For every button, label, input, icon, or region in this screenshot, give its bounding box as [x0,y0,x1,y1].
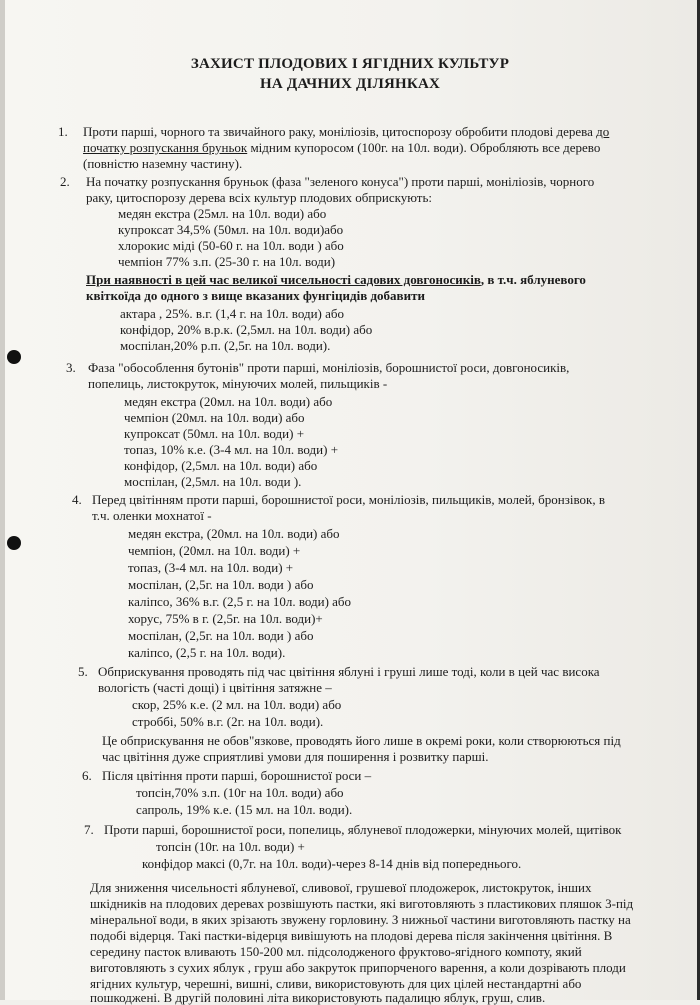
section-7-product-1: топсін (10г. на 10л. води) + [156,839,305,854]
punch-hole-bottom [7,536,21,550]
section-4-number: 4. [72,492,82,507]
paragraph-line-3: мінеральної води, в яких зрізають звужену горловину. З нижньої частини виготовляють пастку на [90,912,631,927]
paragraph-line-5: середину пасток вливають 150-200 мл. підсолодженого фруктово-ягідного компоту, який [90,944,582,959]
paragraph-line-7: ягідних культур, черешні, вишні, сливи, використовують для цих цілей нестандартні або [90,976,582,991]
section-3-product-2: чемпіон (20мл. на 10л. води) або [124,410,305,425]
section-1-line-1: Проти парші, чорного та звичайного раку, моніліозів, цитоспорозу обробити плодові дерева до [83,124,610,139]
section-5-line-1: Обприскування проводять під час цвітіння яблуні і груші лише тоді, коли в цей час висока [98,664,600,679]
section-4-product-7: моспілан, (2,5г. на 10л. води ) або [128,628,314,643]
section-5-note-1: Це обприскування не обов"язкове, проводять його лише в окремі роки, коли створюються під [102,733,621,748]
section-3-line-1: Фаза "обособлення бутонів" проти парші, моніліозів, борошнистої роси, довгоносиків, [88,360,570,375]
section-7-line-1: Проти парші, борошнистої роси, попелиць, яблуневої плодожерки, мінуючих молей, щитівок [104,822,622,837]
paragraph-line-1: Для зниження чисельності яблуневої, сливової, грушевої плодожерок, листокруток, інших [90,880,592,895]
section-4-line-1: Перед цвітінням проти парші, борошнистої роси, моніліозів, пильщиків, молей, бронзівок, в [92,492,605,507]
section-2-line-3: При наявності в цей час великої чисельності садових довгоносиків, в т.ч. яблуневого [86,272,586,287]
section-1-line-3: (повністю наземну частину). [83,156,243,171]
section-3-product-5: конфідор, (2,5мл. на 10л. води) або [124,458,318,473]
punch-hole-top [7,350,21,364]
section-2-number: 2. [60,174,70,189]
section-2-line-1: На початку розпускання бруньок (фаза "зеленого конуса") проти парші, моніліозів, чорного [86,174,595,189]
page-left-edge [0,0,5,1000]
section-5-number: 5. [78,664,88,679]
section-4-line-2: т.ч. оленки мохнатої - [92,508,212,523]
section-3-product-4: топаз, 10% к.е. (3-4 мл. на 10л. води) + [124,442,339,457]
section-5-line-2: вологість (часті дощі) і цвітіння затяжне – [98,680,332,695]
section-7-product-2: конфідор максі (0,7г. на 10л. води)-через 8-14 днів від попереднього. [142,856,522,871]
section-3-line-2: попелиць, листокруток, мінуючих молей, пильщиків - [88,376,388,391]
section-5-product-2: строббі, 50% в.г. (2г. на 10л. води). [132,714,324,729]
section-1-line-2: початку розпускання бруньок мідним купоросом (100г. на 10л. води). Обробляють все дерево [83,140,601,155]
section-2-product-2: купроксат 34,5% (50мл. на 10л. води)або [118,222,344,237]
section-6-product-2: сапроль, 19% к.е. (15 мл. на 10л. води). [136,802,353,817]
section-2-product-7: моспілан,20% р.п. (2,5г. на 10л. води). [120,338,331,353]
section-4-product-3: топаз, (3-4 мл. на 10л. води) + [128,560,294,575]
document-title-line2: НА ДАЧНИХ ДІЛЯНКАХ [259,76,441,92]
section-2-line-4: квіткоїда до одного з вище вказаних фунгіцидів добавити [86,288,425,303]
paragraph-line-2: шкідників на плодових деревах розвішують пастки, які виготовляють з пластикових пляшок 3-під [90,896,634,911]
section-6-line-1: Після цвітіння проти парші, борошнистої роси – [102,768,372,783]
section-4-product-8: каліпсо, (2,5 г. на 10л. води). [128,645,286,660]
section-4-product-1: медян екстра, (20мл. на 10л. води) або [128,526,340,541]
section-5-note-2: час цвітіння дуже сприятливі умови для поширення і розвитку парші. [102,749,489,764]
document-title-line1: ЗАХИСТ ПЛОДОВИХ І ЯГІДНИХ КУЛЬТУР [190,56,510,72]
section-6-product-1: топсін,70% з.п. (10г на 10л. води) або [136,785,344,800]
section-3-product-1: медян екстра (20мл. на 10л. води) або [124,394,333,409]
section-2-product-4: чемпіон 77% з.п. (25-30 г. на 10л. води) [118,254,336,269]
section-2-product-5: актара , 25%. в.г. (1,4 г. на 10л. води) або [120,306,344,321]
section-4-product-2: чемпіон, (20мл. на 10л. води) + [128,543,301,558]
section-2-line-2: раку, цитоспорозу дерева всіх культур плодових обприскують: [86,190,432,205]
section-2-product-1: медян екстра (25мл. на 10л. води) або [118,206,327,221]
paragraph-line-4: подобі відерця. Такі пастки-відерця вивішують на плодові дерева після закінчення цвітіння. В [90,928,613,943]
section-7-number: 7. [84,822,94,837]
section-2-product-3: хлорокис міді (50-60 г. на 10л. води ) або [118,238,344,253]
paragraph-line-8: пошкоджені. В другій половині літа використовують падалицю яблук, груш, слив. [90,990,546,1005]
section-4-product-4: моспілан, (2,5г. на 10л. води ) або [128,577,314,592]
section-1-number: 1. [58,124,68,139]
section-4-product-6: хорус, 75% в г. (2,5г. на 10л. води)+ [128,611,323,626]
section-3-number: 3. [66,360,76,375]
section-3-product-6: моспілан, (2,5мл. на 10л. води ). [124,474,302,489]
section-6-number: 6. [82,768,92,783]
section-4-product-5: каліпсо, 36% в.г. (2,5 г. на 10л. води) або [128,594,352,609]
section-5-product-1: скор, 25% к.е. (2 мл. на 10л. води) або [132,697,342,712]
section-2-product-6: конфідор, 20% в.р.к. (2,5мл. на 10л. води) або [120,322,373,337]
section-3-product-3: купроксат (50мл. на 10л. води) + [124,426,305,441]
paragraph-line-6: виготовляють з сухих яблук , груш або закруток припорченого варення, а коли дозрівають плоди [90,960,626,975]
